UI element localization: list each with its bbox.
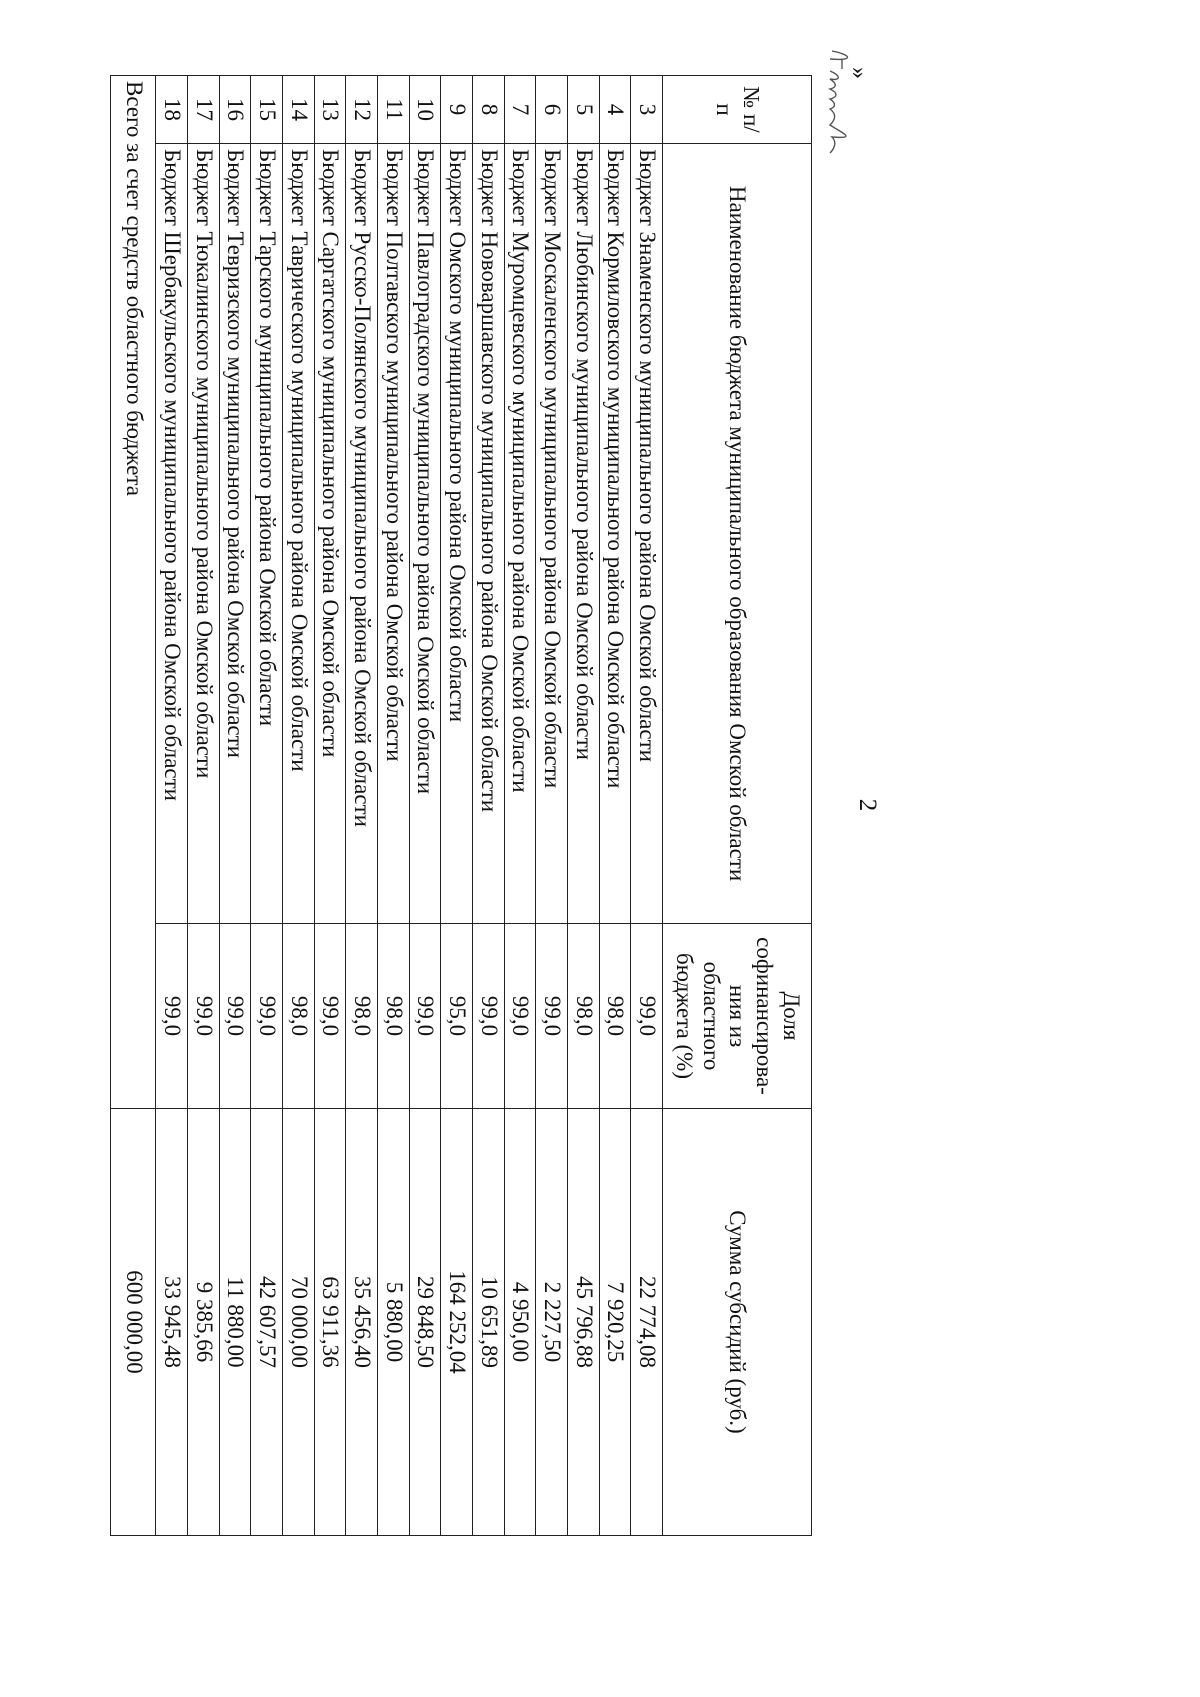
row-share: 99,0 bbox=[187, 924, 219, 1109]
table-row bbox=[631, 76, 663, 1536]
row-number: 12 bbox=[346, 76, 378, 144]
row-budget-name: Бюджет Муромцевского муниципального района Омской области bbox=[504, 144, 536, 924]
row-sum: 29 848,50 bbox=[409, 1109, 441, 1536]
row-budget-name: Бюджет Русско-Полянского муниципального района Омской области bbox=[346, 144, 378, 924]
row-sum: 70 000,00 bbox=[282, 1109, 314, 1536]
row-sum: 63 911,36 bbox=[314, 1109, 346, 1536]
row-sum: 33 945,48 bbox=[156, 1109, 188, 1536]
header-sum: Сумма субсидий (руб.) bbox=[663, 1109, 812, 1536]
row-budget-name: Бюджет Знаменского муниципального района Омской области bbox=[631, 144, 663, 924]
row-share: 99,0 bbox=[409, 924, 441, 1109]
row-budget-name: Бюджет Нововаршавского муниципального района Омской области bbox=[472, 144, 504, 924]
row-budget-name: Бюджет Тевризского муниципального района Омской области bbox=[219, 144, 251, 924]
row-sum: 10 651,89 bbox=[472, 1109, 504, 1536]
table-row bbox=[219, 76, 251, 1536]
table-row bbox=[567, 76, 599, 1536]
row-number: 15 bbox=[251, 76, 283, 144]
row-budget-name: Бюджет Павлоградского муниципального района Омской области bbox=[409, 144, 441, 924]
table-row bbox=[409, 76, 441, 1536]
row-budget-name: Бюджет Шербакульского муниципального района Омской области bbox=[156, 144, 188, 924]
page-number: 2 bbox=[854, 798, 881, 812]
row-share: 98,0 bbox=[377, 924, 409, 1109]
row-number: 18 bbox=[156, 76, 188, 144]
table-row bbox=[599, 76, 631, 1536]
row-number: 4 bbox=[599, 76, 631, 144]
row-number: 5 bbox=[567, 76, 599, 144]
table-header-row bbox=[663, 76, 812, 1536]
row-sum: 22 774,08 bbox=[631, 1109, 663, 1536]
row-share: 98,0 bbox=[599, 924, 631, 1109]
row-sum: 11 880,00 bbox=[219, 1109, 251, 1536]
handwritten-signature bbox=[812, 45, 872, 165]
rotated-content bbox=[37, 67, 887, 1535]
row-share: 99,0 bbox=[156, 924, 188, 1109]
row-sum: 35 456,40 bbox=[346, 1109, 378, 1536]
row-sum: 164 252,04 bbox=[441, 1109, 473, 1536]
table-row bbox=[282, 76, 314, 1536]
row-number: 3 bbox=[631, 76, 663, 144]
row-sum: 2 227,50 bbox=[536, 1109, 568, 1536]
row-share: 99,0 bbox=[504, 924, 536, 1109]
row-sum: 5 880,00 bbox=[377, 1109, 409, 1536]
row-number: 7 bbox=[504, 76, 536, 144]
row-share: 98,0 bbox=[346, 924, 378, 1109]
row-budget-name: Бюджет Таврического муниципального района Омской области bbox=[282, 144, 314, 924]
row-budget-name: Бюджет Любинского муниципального района Омской области bbox=[567, 144, 599, 924]
row-budget-name: Бюджет Полтавского муниципального района Омской области bbox=[377, 144, 409, 924]
table-row bbox=[441, 76, 473, 1536]
row-number: 8 bbox=[472, 76, 504, 144]
row-share: 99,0 bbox=[314, 924, 346, 1109]
row-share: 99,0 bbox=[219, 924, 251, 1109]
total-label: Всего за счет средств областного бюджета bbox=[111, 76, 156, 1109]
row-share: 98,0 bbox=[567, 924, 599, 1109]
row-share: 99,0 bbox=[251, 924, 283, 1109]
subsidy-table bbox=[110, 75, 812, 1536]
row-budget-name: Бюджет Омского муниципального района Омской области bbox=[441, 144, 473, 924]
row-budget-name: Бюджет Саргатского муниципального района Омской области bbox=[314, 144, 346, 924]
row-number: 17 bbox=[187, 76, 219, 144]
row-number: 9 bbox=[441, 76, 473, 144]
table-row bbox=[536, 76, 568, 1536]
row-budget-name: Бюджет Кормиловского муниципального района Омской области bbox=[599, 144, 631, 924]
table-row bbox=[251, 76, 283, 1536]
row-number: 14 bbox=[282, 76, 314, 144]
row-budget-name: Бюджет Тюкалинского муниципального района Омской области bbox=[187, 144, 219, 924]
table-row bbox=[314, 76, 346, 1536]
row-budget-name: Бюджет Москаленского муниципального района Омской области bbox=[536, 144, 568, 924]
row-share: 99,0 bbox=[472, 924, 504, 1109]
total-sum: 600 000,00 bbox=[111, 1109, 156, 1536]
table-row bbox=[472, 76, 504, 1536]
row-sum: 9 385,66 bbox=[187, 1109, 219, 1536]
header-number: № п/п bbox=[663, 76, 812, 144]
row-number: 13 bbox=[314, 76, 346, 144]
row-share: 95,0 bbox=[441, 924, 473, 1109]
row-sum: 42 607,57 bbox=[251, 1109, 283, 1536]
table-row bbox=[156, 76, 188, 1536]
table-row bbox=[377, 76, 409, 1536]
row-share: 99,0 bbox=[631, 924, 663, 1109]
header-share: Доля софинансирова-ния из областного бюджета (%) bbox=[663, 924, 812, 1109]
row-number: 16 bbox=[219, 76, 251, 144]
row-budget-name: Бюджет Тарского муниципального района Омской области bbox=[251, 144, 283, 924]
table-row bbox=[346, 76, 378, 1536]
row-sum: 7 920,25 bbox=[599, 1109, 631, 1536]
header-name: Наименование бюджета муниципального образования Омской области bbox=[663, 144, 812, 924]
row-number: 11 bbox=[377, 76, 409, 144]
closing-quote: » bbox=[846, 67, 872, 79]
row-sum: 45 796,88 bbox=[567, 1109, 599, 1536]
row-number: 6 bbox=[536, 76, 568, 144]
row-share: 98,0 bbox=[282, 924, 314, 1109]
total-row bbox=[111, 76, 156, 1536]
table-row bbox=[187, 76, 219, 1536]
table-body bbox=[156, 76, 663, 1536]
table-row bbox=[504, 76, 536, 1536]
row-share: 99,0 bbox=[536, 924, 568, 1109]
row-number: 10 bbox=[409, 76, 441, 144]
row-sum: 4 950,00 bbox=[504, 1109, 536, 1536]
